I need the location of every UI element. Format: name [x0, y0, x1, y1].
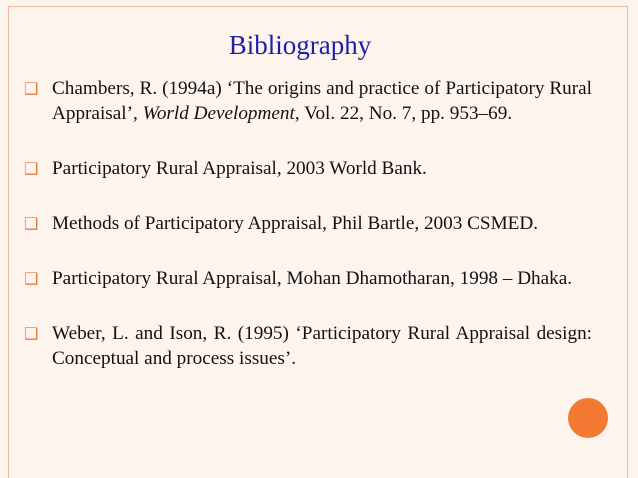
reference-text: Methods of Participatory Appraisal, Phil Bartle, 2003 CSMED. — [52, 213, 539, 234]
reference-text: Participatory Rural Appraisal, 2003 World Bank. — [52, 158, 427, 179]
reference-item — [24, 76, 592, 126]
reference-item — [24, 156, 592, 181]
bullet-marker-icon: ❑ — [24, 269, 39, 288]
bibliography-list — [24, 76, 592, 371]
reference-text: Weber, L. and Ison, R. (1995) ‘Participatory Rural Appraisal design: Conceptual and process issues’. — [52, 323, 592, 369]
reference-item — [24, 211, 592, 236]
slide-title: Bibliography — [228, 30, 372, 60]
bullet-marker-icon: ❑ — [24, 214, 39, 233]
reference-text: Participatory Rural Appraisal, Mohan Dhamotharan, 1998 – Dhaka. — [52, 268, 573, 289]
reference-journal: World Development — [142, 103, 295, 124]
reference-text: Chambers, R. (1994a) ‘The origins and practice of Participatory Rural Appraisal’, — [52, 78, 592, 124]
bullet-marker-icon: ❑ — [24, 159, 39, 178]
bullet-marker-icon: ❑ — [24, 324, 39, 343]
decorative-circle — [568, 398, 608, 438]
reference-item — [24, 266, 592, 291]
reference-text-tail: , Vol. 22, No. 7, pp. 953–69. — [294, 103, 513, 124]
reference-item — [24, 321, 592, 371]
bullet-marker-icon: ❑ — [24, 79, 39, 98]
